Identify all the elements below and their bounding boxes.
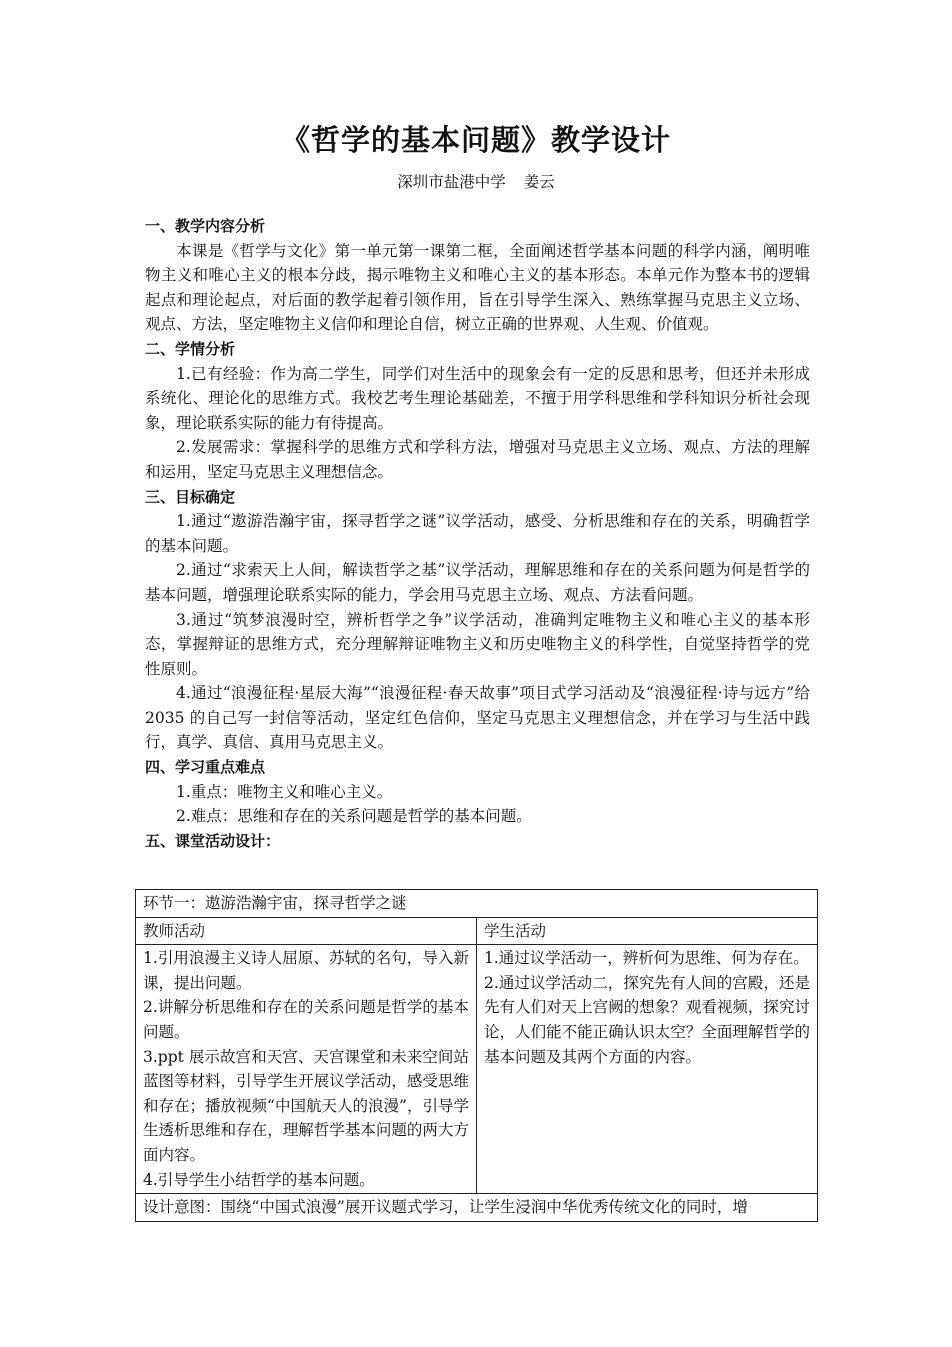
student-item: 1.通过议学活动一，辨析何为思维、何为存在。 (484, 949, 809, 968)
author-name: 姜云 (523, 173, 555, 191)
section-heading: 三、目标确定 (145, 487, 236, 506)
design-intent: 设计意图：围绕“中国式浪漫”展开议题式学习，让学生浸润中华优秀传统文化的同时，增 (136, 1194, 818, 1222)
paragraph: 1.通过“遨游浩瀚宇宙，探寻哲学之谜”议学活动，感受、分析思维和存在的关系，明确哲学的基本问题。 (145, 512, 810, 555)
document-body (145, 214, 810, 853)
paragraph: 2.通过“求索天上人间，解读哲学之基”议学活动，理解思维和存在的关系问题为何是哲学的基本问题，增强理论联系实际的能力，学会用马克思主立场、观点、方法看问题。 (145, 561, 810, 604)
section-heading: 四、学习重点难点 (145, 758, 266, 777)
student-activity-cell (477, 945, 818, 1194)
paragraph: 本课是《哲学与文化》第一单元第一课第二框，全面阐述哲学基本问题的科学内涵，阐明唯物主义和唯心主义的根本分歧，揭示唯物主义和唯心主义的基本形态。本单元作为整本书的逻辑起点和理论起点，对后面的教学起着引领作用，旨在引导学生深入、熟练掌握马克思主义立场、观点、方法，坚定唯物主义信仰和理论自信，树立正确的世界观、人生观、价值观。 (145, 241, 810, 334)
paragraph: 1.重点：唯物主义和唯心主义。 (176, 782, 393, 801)
paragraph: 3.通过“筑梦浪漫时空，辨析哲学之争”议学活动，准确判定唯物主义和唯心主义的基本形态，掌握辩证的思维方式，充分理解辩证唯物主义和历史唯物主义的科学性，自觉坚持哲学的党性原则。 (145, 610, 810, 678)
paragraph: 4.通过“浪漫征程·星辰大海”“浪漫征程·春天故事”项目式学习活动及“浪漫征程·诗与远方”给 2035 的自己写一封信等活动，坚定红色信仰，坚定马克思主义理想信念，并在学习与生活中践行，真学、真信、真用马克思主义。 (145, 684, 810, 752)
paragraph: 1.已有经验：作为高二学生，同学们对生活中的现象会有一定的反思和思考，但还并未形成系统化、理论化的思维方式。我校艺考生理论基础差，不擅于用学科思维和学科知识分析社会现象，理论联系实际的能力有待提高。 (145, 364, 810, 432)
teacher-item: 4.引导学生小结哲学的基本问题。 (143, 1170, 375, 1189)
segment-title: 环节一：遨游浩瀚宇宙，探寻哲学之谜 (136, 890, 818, 918)
student-item: 2.通过议学活动二，探究先有人间的宫殿，还是先有人们对天上宫阙的想象？观看视频，探究讨论，人们能不能正确认识太空？全面理解哲学的基本问题及其两个方面的内容。 (484, 973, 810, 1066)
section-heading: 二、学情分析 (145, 339, 236, 358)
section-heading: 五、课堂活动设计： (145, 831, 281, 850)
teacher-item: 3.ppt 展示故宫和天宫、天宫课堂和未来空间站蓝图等材料，引导学生开展议学活动，感受思维和存在；播放视频“中国航天人的浪漫”，引导学生透析思维和存在，理解哲学基本问题的两大方面内容。 (143, 1047, 469, 1164)
teacher-item: 1.引用浪漫主义诗人屈原、苏轼的名句，导入新课，提出问题。 (143, 949, 469, 992)
paragraph: 2.发展需求：掌握科学的思维方式和学科方法，增强对马克思主义立场、观点、方法的理解和运用，坚定马克思主义理想信念。 (145, 438, 810, 481)
teacher-activity-cell (136, 945, 477, 1194)
section-heading: 一、教学内容分析 (145, 217, 266, 235)
teacher-column-header: 教师活动 (136, 917, 477, 945)
paragraph: 2.难点：思维和存在的关系问题是哲学的基本问题。 (176, 807, 532, 826)
author-school: 深圳市盐港中学 (397, 173, 506, 191)
student-column-header: 学生活动 (477, 917, 818, 945)
author-line (0, 170, 952, 192)
document-title: 《哲学的基本问题》教学设计 (280, 123, 671, 157)
teacher-item: 2.讲解分析思维和存在的关系问题是哲学的基本问题。 (143, 998, 469, 1041)
activity-table (135, 889, 818, 1222)
